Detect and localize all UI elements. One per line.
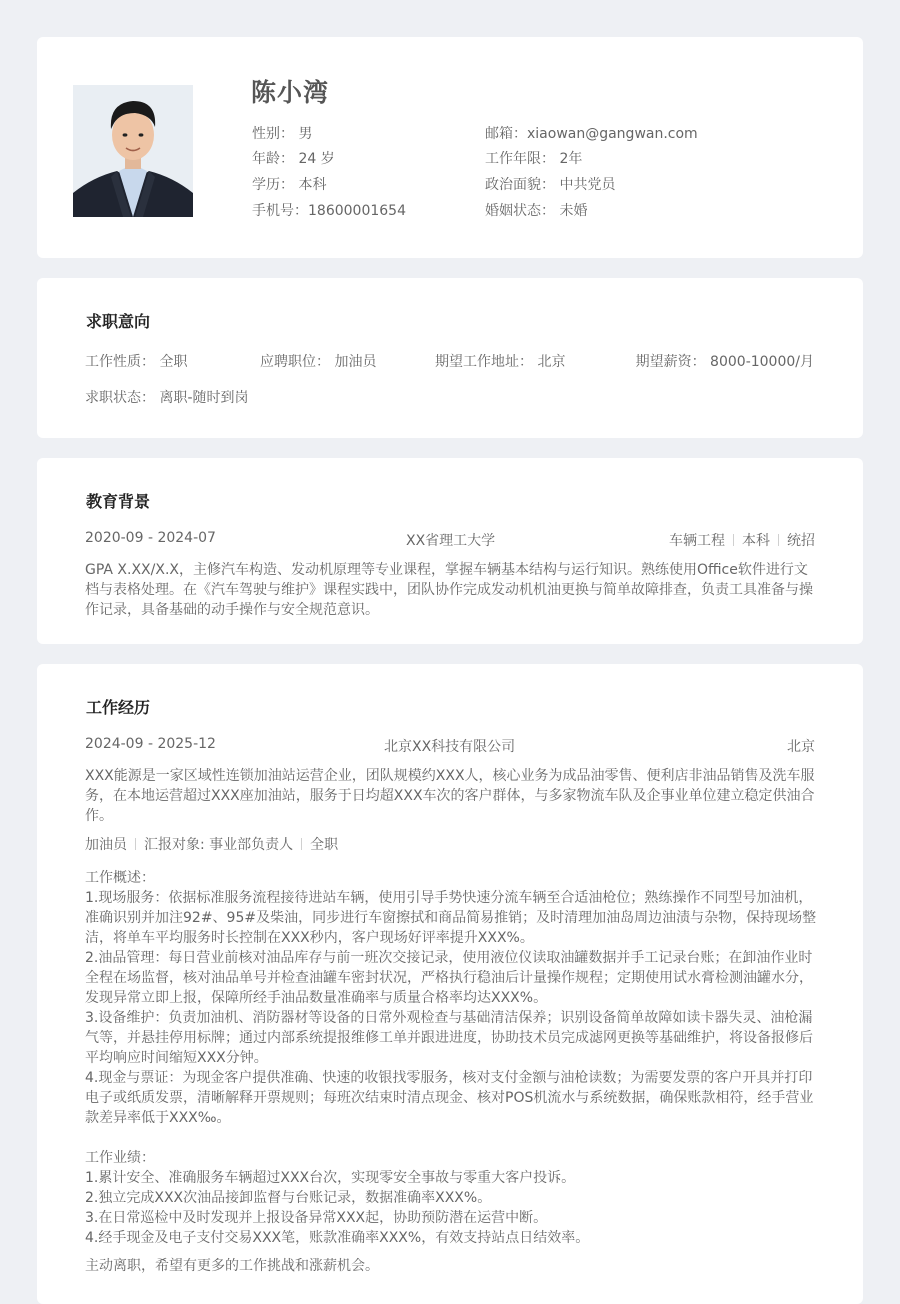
avatar-image — [73, 85, 193, 217]
work-city: 北京 — [787, 739, 815, 755]
marital-field: 婚姻状态： 未婚 — [485, 203, 588, 219]
years-field: 工作年限： 2年 — [485, 151, 583, 167]
company-name: 北京XX科技有限公司 — [384, 739, 516, 755]
divider — [778, 534, 779, 546]
work-tags — [85, 834, 338, 854]
job-salary: 期望薪资： 8000-10000/月 — [635, 354, 814, 370]
overview-item: 3.设备维护：负责加油机、消防器材等设备的日常外观检查与基础清洁保养；识别设备简单故障如读卡器失灵、油枪漏气等，并悬挂停用标牌；通过内部系统提报维修工单并跟进进度，协助技术员完成滤网更换等基础维护，将设备报修后平均响应时间缩短XXX分钟。 — [85, 1010, 813, 1066]
overview-item: 2.油品管理：每日营业前核对油品库存与前一班次交接记录，使用液位仪读取油罐数据并手工记录台账；在卸油作业时全程在场监督，核对油品单号并检查油罐车密封状况，严格执行稳油后计量操作规程；定期使用试水膏检测油罐水分，发现异常立即上报，保障所经手油品数量准确率与质量合格率均达XXX%。 — [85, 950, 813, 1006]
candidate-name: 陈小湾 — [251, 78, 330, 107]
job-status: 求职状态： 离职-随时到岗 — [85, 390, 249, 406]
job-type: 工作性质： 全职 — [85, 354, 188, 370]
overview-item: 4.现金与票证：为现金客户提供准确、快速的收银找零服务，核对支付金额与油枪读数；为需要发票的客户开具并打印电子或纸质发票，清晰解释开票规则；每班次结束时清点现金、核对POS机流水与系统数据，确保账款相符，经手营业款差异率低于XXX‰。 — [85, 1070, 814, 1126]
achievement-item: 3.在日常巡检中及时发现并上报设备异常XXX起，协助预防潜在运营中断。 — [85, 1210, 548, 1226]
school-name: XX省理工大学 — [406, 533, 496, 549]
study-mode: 统招 — [787, 533, 815, 549]
phone-field: 手机号：18600001654 — [252, 203, 406, 219]
job-role: 加油员 — [85, 837, 127, 853]
education-tags — [669, 530, 815, 550]
major: 车辆工程 — [669, 533, 725, 549]
company-description: XXX能源是一家区域性连锁加油站运营企业，团队规模约XXX人，核心业务为成品油零售、便利店非油品销售及洗车服务，在本地运营超过XXX座加油站，服务于日均超XXX车次的客户群体，与多家物流车队及企事业单位建立稳定供油合作。 — [85, 768, 815, 824]
job-intent-card — [37, 278, 863, 438]
job-position: 应聘职位： 加油员 — [260, 354, 377, 370]
achievement-item: 1.累计安全、准确服务车辆超过XXX台次，实现零安全事故与零重大客户投诉。 — [85, 1170, 576, 1186]
email-field: 邮箱：xiaowan@gangwan.com — [485, 126, 698, 142]
age-field: 年龄： 24 岁 — [252, 151, 335, 167]
job-location: 期望工作地址： 北京 — [435, 354, 566, 370]
achievement-item: 4.经手现金及电子支付交易XXX笔，账款准确率XXX%，有效支持站点日结效率。 — [85, 1230, 590, 1246]
work-period: 2024-09 - 2025-12 — [85, 736, 216, 752]
profile-card — [37, 37, 863, 258]
degree: 本科 — [742, 533, 770, 549]
education-field: 学历： 本科 — [252, 177, 327, 193]
divider — [135, 838, 136, 850]
report-to: 汇报对象: 事业部负责人 — [144, 837, 294, 853]
overview-title: 工作概述： — [85, 870, 155, 886]
achievements-title: 工作业绩： — [85, 1150, 155, 1166]
achievement-item: 2.独立完成XXX次油品接卸监督与台账记录，数据准确率XXX%。 — [85, 1190, 492, 1206]
profile-photo — [73, 85, 193, 217]
spacer — [85, 1128, 817, 1148]
gender-field: 性别： 男 — [252, 126, 313, 142]
politics-field: 政治面貌： 中共党员 — [485, 177, 616, 193]
section-title-intent: 求职意向 — [86, 312, 151, 331]
education-card — [37, 458, 863, 644]
leave-reason: 主动离职，希望有更多的工作挑战和涨薪机会。 — [85, 1258, 379, 1274]
overview-item: 1.现场服务：依据标准服务流程接待进站车辆，使用引导手势快速分流车辆至合适油枪位；熟练操作不同型号加油机，准确识别并加注92#、95#及柴油，同步进行车窗擦拭和商品简易推销；及时清理加油岛周边油渍与杂物，保持现场整洁，将单车平均服务时长控制在XXX秒内，客户现场好评率提升XXX%。 — [85, 890, 817, 946]
work-experience-card — [37, 664, 863, 1304]
education-period: 2020-09 - 2024-07 — [85, 530, 216, 546]
work-type: 全职 — [310, 837, 339, 853]
section-title-work: 工作经历 — [86, 698, 151, 717]
divider — [733, 534, 734, 546]
work-overview — [85, 868, 817, 1276]
divider — [301, 838, 302, 850]
education-description: GPA X.XX/X.X，主修汽车构造、发动机原理等专业课程，掌握车辆基本结构与运行知识。熟练使用Office软件进行文档与表格处理。在《汽车驾驶与维护》课程实践中，团队协作完成发动机机油更换与简单故障排查，负责工具准备与操作记录，具备基础的动手操作与安全规范意识。 — [85, 562, 813, 618]
section-title-education: 教育背景 — [86, 492, 151, 511]
